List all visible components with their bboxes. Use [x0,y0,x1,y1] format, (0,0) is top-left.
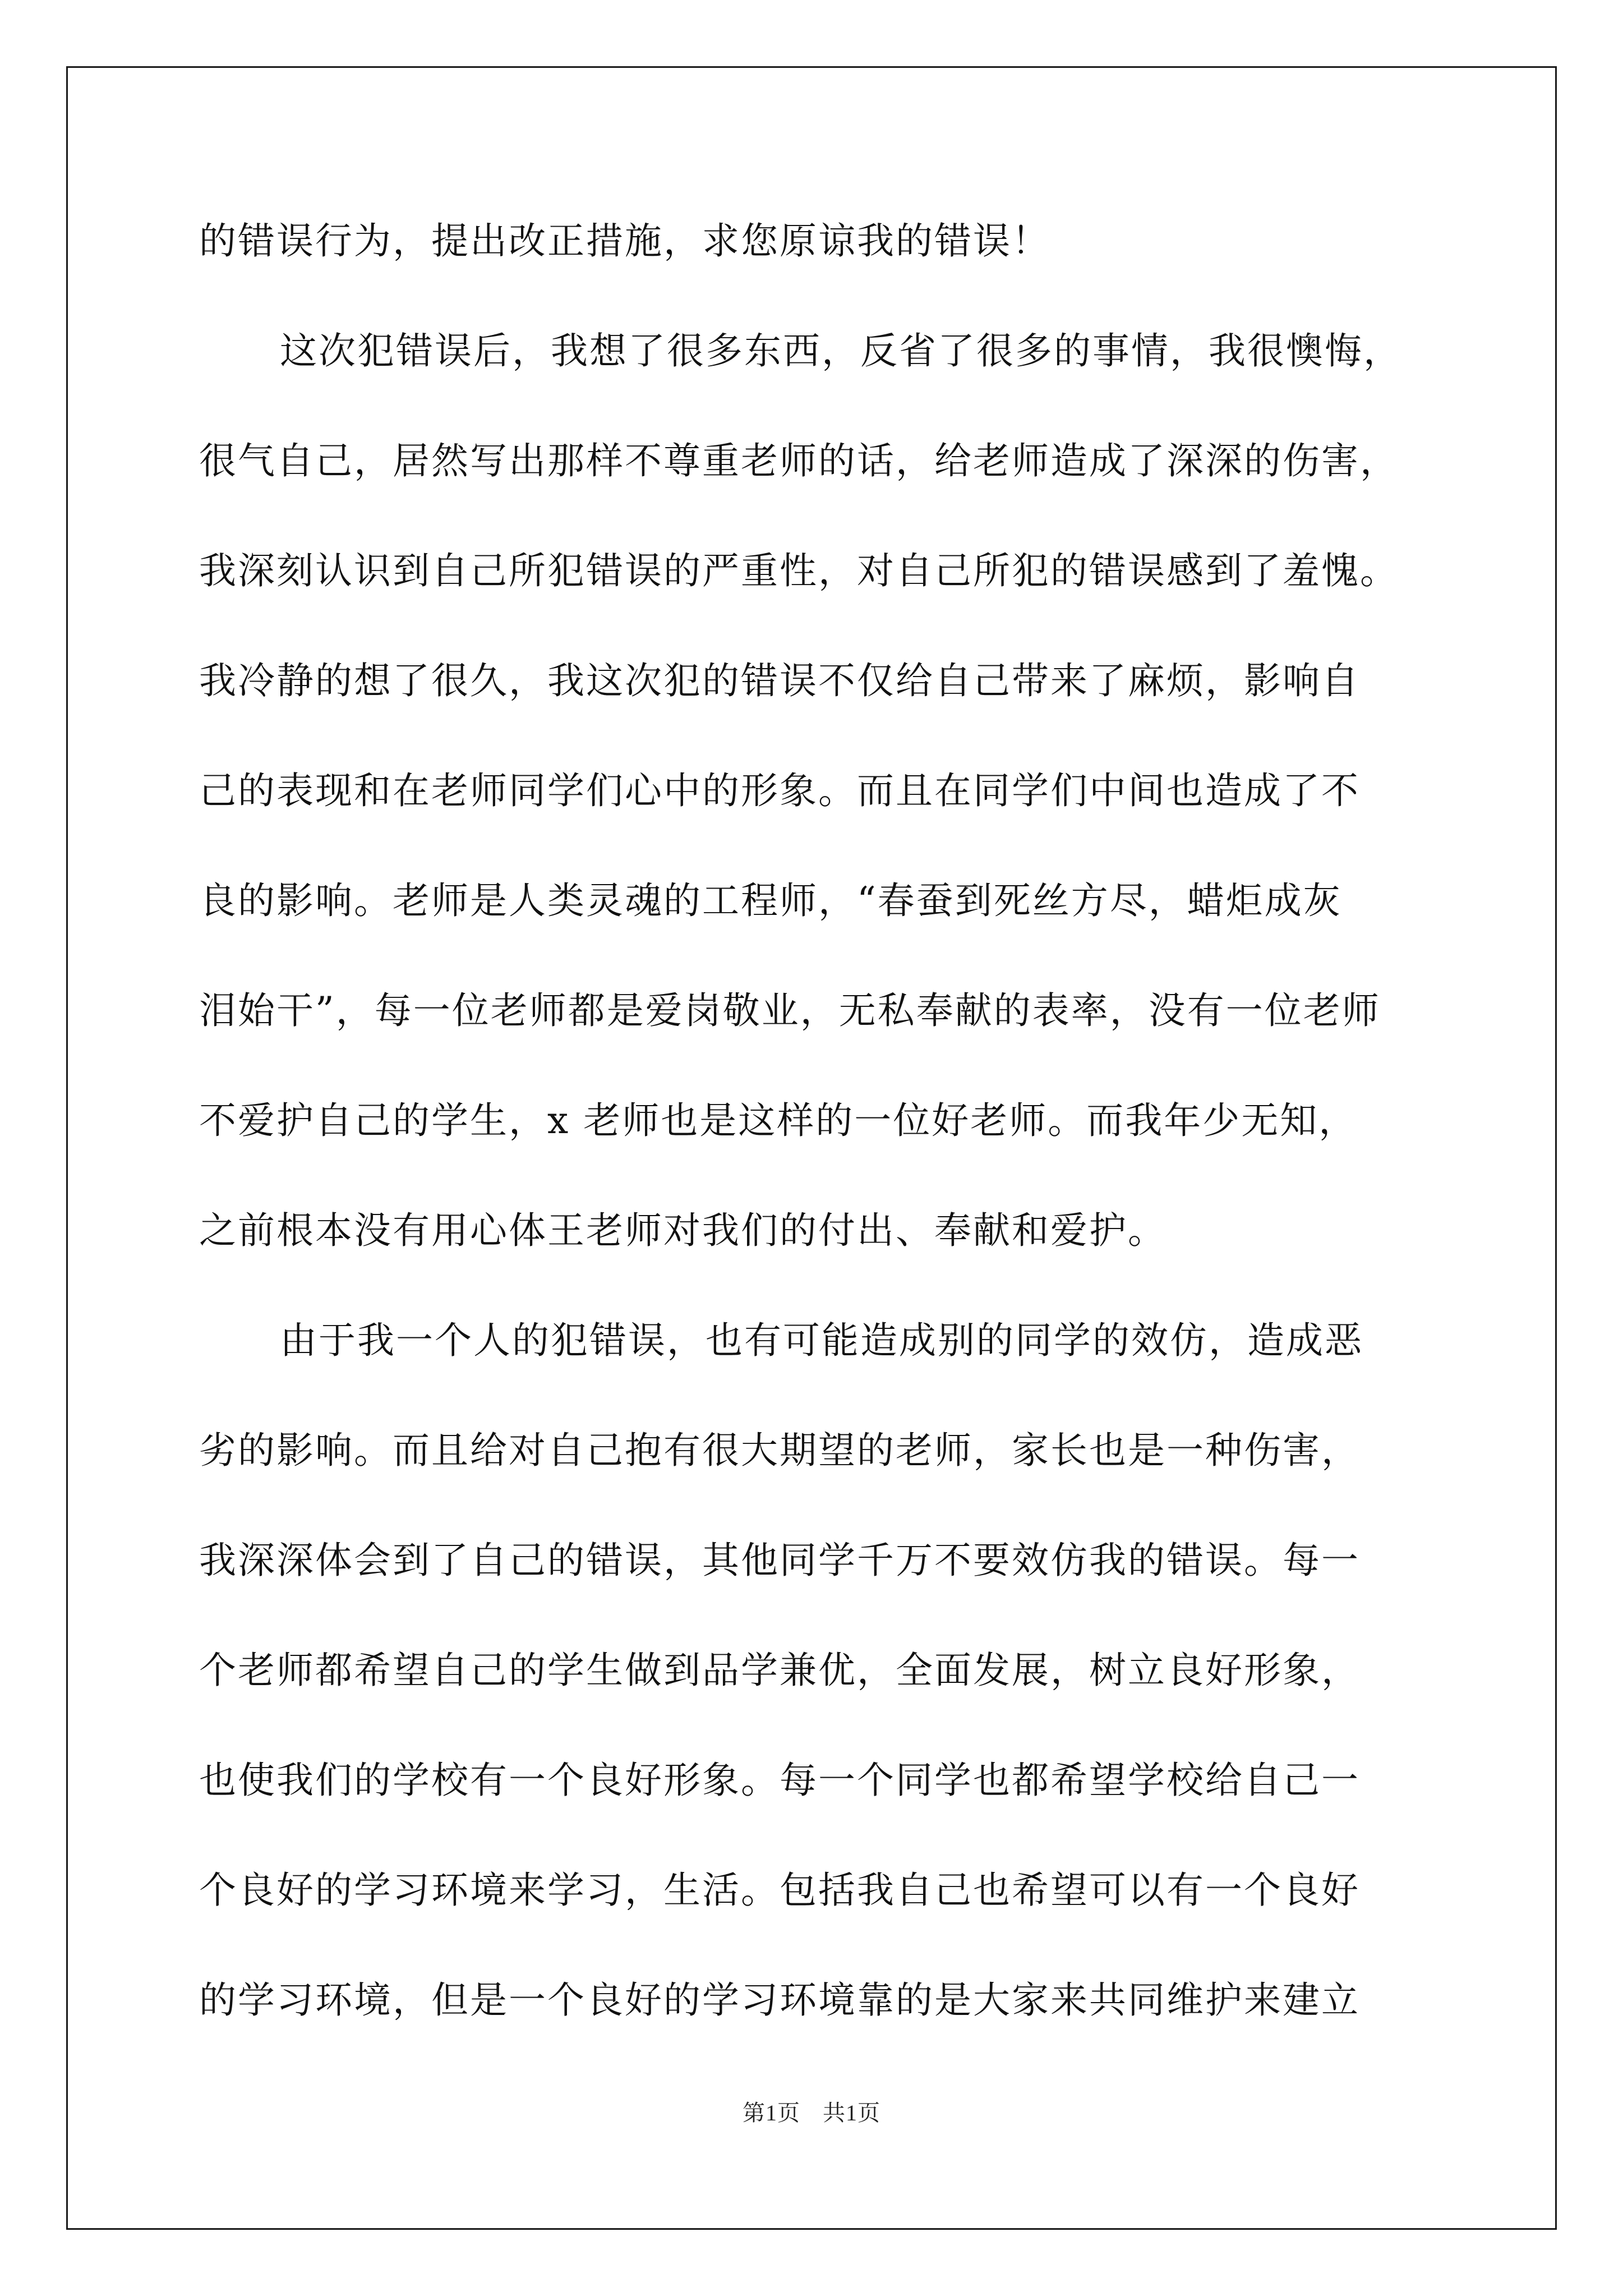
text-line: 很气自己，居然写出那样不尊重老师的话，给老师造成了深深的伤害， [199,439,1399,482]
text-line: 这次犯错误后，我想了很多东西，反省了很多的事情，我很懊悔， [280,329,1402,372]
text-line: 不爱护自己的学生，x 老师也是这样的一位好老师。而我年少无知， [199,1099,1358,1142]
text-line: 也使我们的学校有一个良好形象。每一个同学也都希望学校给自己一 [199,1759,1360,1802]
text-line: 泪始干”，每一位老师都是爱岗敬业，无私奉献的表率，没有一位老师 [199,989,1381,1032]
text-line: 我深深体会到了自己的错误，其他同学千万不要效仿我的错误。每一 [199,1539,1360,1582]
text-line: 我冷静的想了很久，我这次犯的错误不仅给自己带来了麻烦，影响自 [199,659,1360,702]
text-line: 己的表现和在老师同学们心中的形象。而且在同学们中间也造成了不 [199,769,1360,812]
page-total: 共1页 [823,2100,880,2125]
text-line: 良的影响。老师是人类灵魂的工程师，“春蚕到死丝方尽，蜡炬成灰 [199,879,1342,922]
text-line: 由于我一个人的犯错误，也有可能造成别的同学的效仿，造成恶 [280,1319,1363,1362]
text-line: 的学习环境，但是一个良好的学习环境靠的是大家来共同维护来建立 [199,1978,1360,2022]
text-line: 的错误行为，提出改正措施，求您原谅我的错误！ [199,219,1050,263]
page-footer [0,2095,1623,2127]
text-line: 个老师都希望自己的学生做到品学兼优，全面发展，树立良好形象， [199,1649,1360,1692]
text-line: 个良好的学习环境来学习，生活。包括我自己也希望可以有一个良好 [199,1869,1360,1912]
page-number: 第1页 [743,2100,800,2125]
text-line: 我深刻认识到自己所犯错误的严重性，对自己所犯的错误感到了羞愧。 [199,549,1399,592]
text-line: 劣的影响。而且给对自己抱有很大期望的老师，家长也是一种伤害， [199,1429,1360,1472]
text-line: 之前根本没有用心体王老师对我们的付出、奉献和爱护。 [199,1209,1166,1252]
document-body [199,208,1433,2077]
